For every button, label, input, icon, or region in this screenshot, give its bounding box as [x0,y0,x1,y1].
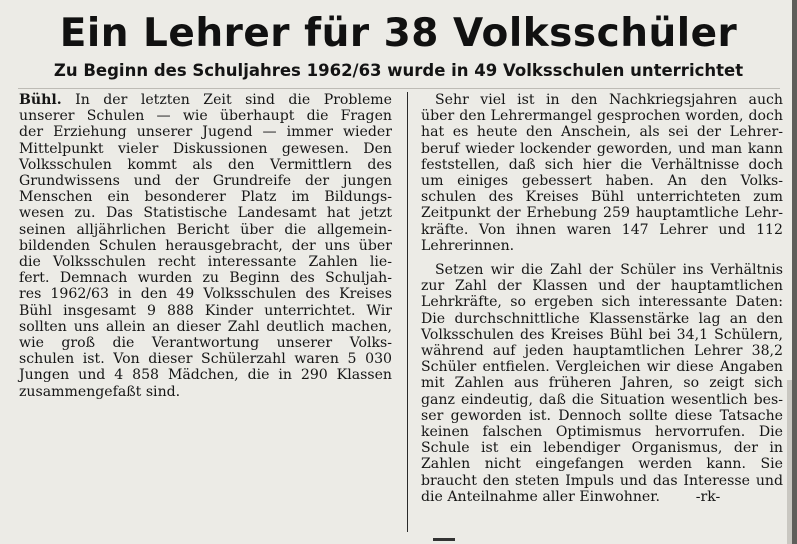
header-rule [18,88,780,89]
text-line: sollten uns allein an dieser Zahl deutlich machen, [19,318,392,335]
text-line: Die durchschnittliche Klassenstärke lag an den [421,310,783,327]
text-line: braucht den steten Impuls und das Interesse und [421,472,783,489]
text-line: wie groß die Verantwortung unserer Volks- [19,335,392,352]
text-line: fert. Demnach wurden zu Beginn des Schuljah- [19,270,392,287]
text-line: Sehr viel ist in den Nachkriegsjahren auch [435,92,783,108]
text-line: ganz eindeutig, daß die Situation wesentlich bes- [421,391,783,408]
text-line: der Erziehung unserer Jugend — immer wieder [19,124,392,141]
text-line: res 1962/63 in den 49 Volksschulen des Kreises [19,286,392,303]
subheadline: Zu Beginn des Schuljahres 1962/63 wurde in 49 Volksschulen unterrichtet [53,61,744,80]
text-line: schulen des Kreises Bühl unterrichteten zum [421,189,783,206]
text-line: Zahlen nicht eingefangen werden kann. Sie [421,456,783,473]
scan-edge [792,0,797,544]
text-line: während auf jeden hauptamtlichen Lehrer 38,2 [421,343,783,360]
text-line: Schule ist ein lebendiger Organismus, der in [421,440,783,457]
text-line: Setzen wir die Zahl der Schüler ins Verhältnis [435,262,783,279]
text-line: feststellen, daß sich hier die Verhältnisse doch [421,156,783,173]
text-line: beruf wieder lockender geworden, und man kann [421,140,783,157]
text-line: Lehrkräfte, so ergeben sich interessante Daten: [421,294,783,311]
text-line: Bühl insgesamt 9 888 Kinder unterrichtet. Wir [19,302,392,319]
text-line: Jungen und 4 858 Mädchen, die in 290 Klassen [19,367,392,384]
text-line: Grundwissens und der Grundreife der jungen [19,173,392,190]
text-line-content: In der letzten Zeit sind die Probleme [61,92,392,108]
dateline: Bühl. [19,92,62,108]
text-line: Menschen ein besonderer Platz im Bildungs- [19,189,392,206]
text-line: Zeitpunkt der Erhebung 259 hauptamtliche Lehr- [421,205,783,222]
text-line: über den Lehrermangel gesprochen worden, doch [421,108,783,125]
text-line: mit Zahlen aus früheren Jahren, so zeigt sich [421,375,783,392]
headline: Ein Lehrer für 38 Volksschüler [59,11,738,56]
paragraph [421,92,783,254]
text-line: wesen zu. Das Statistische Landesamt hat jetzt [19,205,392,222]
text-line: schulen ist. Von dieser Schülerzahl waren 5 030 [19,351,392,368]
text-line: Mittelpunkt vieler Diskussionen gewesen. Den [19,140,392,157]
text-line [19,92,392,108]
text-line: zusammengefaßt sind. [19,383,181,400]
text-line: ser geworden ist. Dennoch sollte diese Tatsache [421,407,783,424]
left-column [19,92,392,400]
text-line: Volksschulen kommt als den Vermittlern des [19,156,392,173]
text-line: keinen falschen Optimismus hervorrufen. Die [421,424,783,441]
column-divider [407,92,408,532]
text-line: seinen alljährlichen Bericht über die allgemein- [19,221,392,238]
text-line: bildenden Schulen herausgebracht, der uns über [19,237,392,254]
text-line: Schüler entfielen. Vergleichen wir diese Angaben [421,359,783,376]
text-line: hat es heute den Anschein, als sei der Lehrer- [421,124,783,141]
text-line: zur Zahl der Klassen und der hauptamtlichen [421,278,783,295]
text-line: Volksschulen des Kreises Bühl bei 34,1 Schülern, [421,326,783,343]
text-line: die Anteilnahme aller Einwohner. -rk- [421,488,721,505]
right-column [421,92,783,505]
text-line: Lehrerinnen. [421,237,515,254]
text-line: um einiges gebessert haben. An den Volks- [421,173,783,190]
text-line: unserer Schulen — wie überhaupt die Fragen [19,108,392,125]
print-mark [433,538,455,541]
text-line: die Volksschulen recht interessante Zahlen lie- [19,254,392,271]
text-line: kräfte. Von ihnen waren 147 Lehrer und 112 [421,221,783,238]
paragraph [421,262,783,505]
